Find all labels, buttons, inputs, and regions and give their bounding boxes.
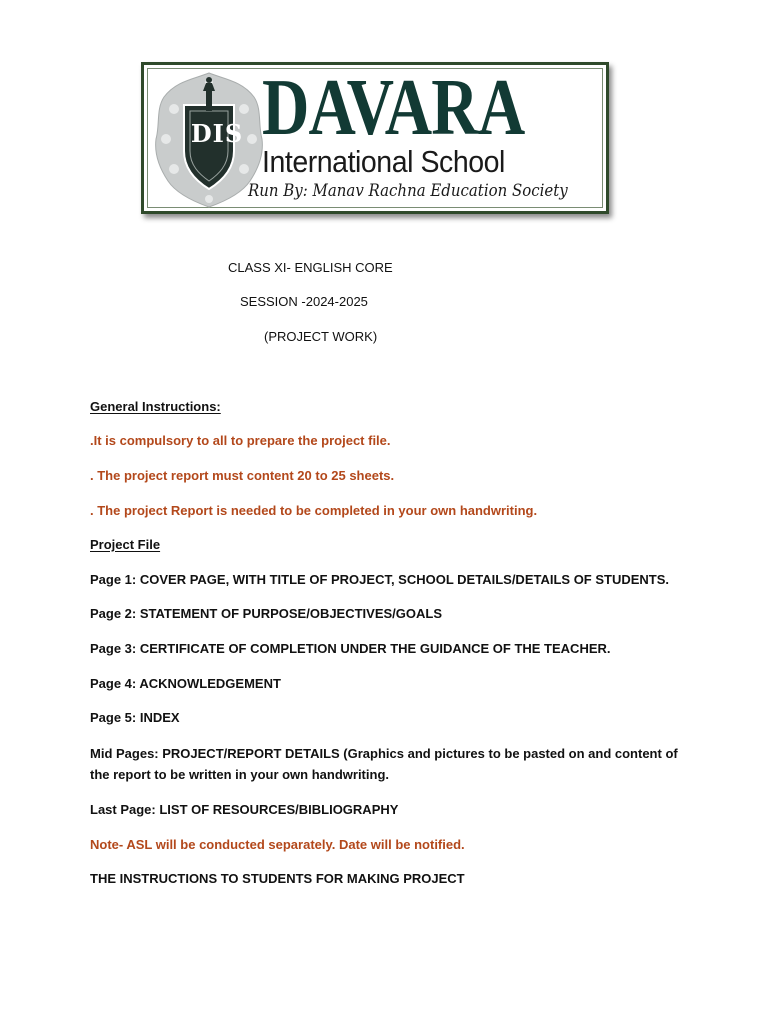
project-page-item: Mid Pages: PROJECT/REPORT DETAILS (Graphics and pictures to be pasted on and content of the report to be written in your own handwriting.: [90, 746, 678, 782]
instruction-item: . The project report must content 20 to 25 sheets.: [90, 468, 395, 483]
project-file-heading: Project File: [90, 537, 161, 552]
project-work-title: (PROJECT WORK): [264, 329, 378, 344]
project-page-item: Page 2: STATEMENT OF PURPOSE/OBJECTIVES/GOALS: [90, 606, 443, 621]
school-subtitle: International School: [262, 144, 505, 179]
asl-note: Note- ASL will be conducted separately. Date will be notified.: [90, 837, 465, 852]
school-name: DAVARA: [262, 64, 525, 152]
project-page-item: Page 3: CERTIFICATE OF COMPLETION UNDER THE GUIDANCE OF THE TEACHER.: [90, 641, 611, 656]
general-instructions-heading: General Instructions:: [90, 399, 221, 414]
crest-letters: DIS: [190, 119, 244, 148]
project-page-item: Last Page: LIST OF RESOURCES/BIBLIOGRAPHY: [90, 802, 399, 817]
project-page-item: Page 1: COVER PAGE, WITH TITLE OF PROJECT, SCHOOL DETAILS/DETAILS OF STUDENTS.: [90, 572, 670, 587]
session-line: SESSION -2024-2025: [240, 294, 368, 309]
project-page-item: Page 5: INDEX: [90, 710, 180, 725]
project-page-item: Page 4: ACKNOWLEDGEMENT: [90, 676, 281, 691]
closing-instructions: THE INSTRUCTIONS TO STUDENTS FOR MAKING PROJECT: [90, 871, 465, 886]
school-logo-banner: [141, 62, 609, 214]
instruction-item: .It is compulsory to all to prepare the project file.: [90, 433, 391, 448]
instruction-item: . The project Report is needed to be completed in your own handwriting.: [90, 503, 538, 518]
class-line: CLASS XI- ENGLISH CORE: [228, 260, 393, 275]
school-society: Run By: Manav Rachna Education Society: [248, 181, 568, 201]
